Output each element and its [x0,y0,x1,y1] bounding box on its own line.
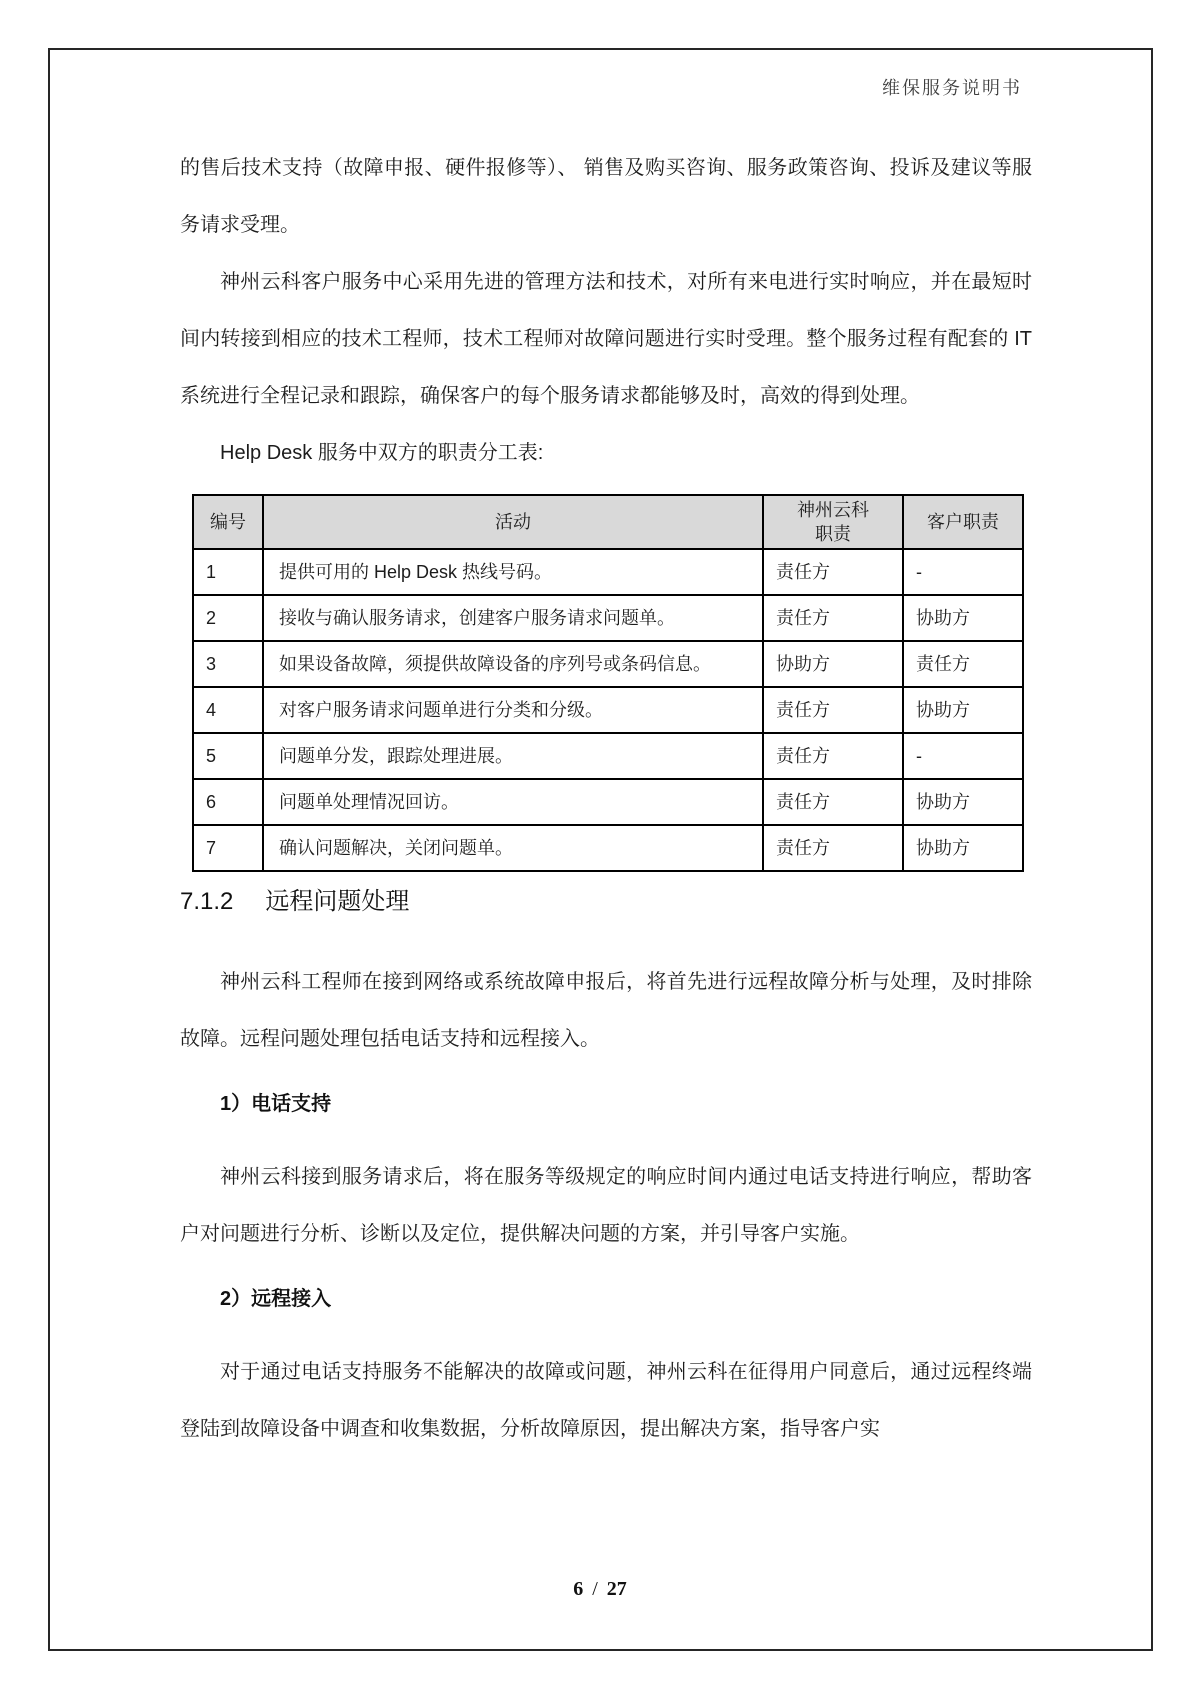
footer-current-page: 6 [573,1578,584,1600]
section-heading-7-1-2 [180,882,1032,922]
column-header-dcc-role: 神州云科 职责 [763,495,903,549]
table-row [193,825,1023,871]
document-header [0,74,1022,100]
cell-customer-role: 协助方 [903,687,1023,733]
table-intro-line: Help Desk 服务中双方的职责分工表: [220,442,544,464]
table-row [193,733,1023,779]
cell-activity: 接收与确认服务请求，创建客户服务请求问题单。 [263,595,763,641]
cell-customer-role: - [903,549,1023,595]
cell-dcc-role: 责任方 [763,825,903,871]
section-title: 远程问题处理 [265,888,410,915]
paragraph-service-center: 神州云科客户服务中心采用先进的管理方法和技术，对所有来电进行实时响应，并在最短时间内转接到相应的技术工程师，技术工程师对故障问题进行实时受理。整个服务过程有配套的 IT 系统进行全程记录和跟踪，确保客户的每个服务请求都能够及时，高效的得到处理。 [180,271,1032,407]
page-footer [0,1578,1200,1601]
page-content [180,140,1032,1458]
table-row [193,595,1023,641]
cell-customer-role: 责任方 [903,641,1023,687]
paragraph-continuation: 的售后技术支持（故障申报、硬件报修等）、 销售及购买咨询、服务政策咨询、投诉及建议等服务请求受理。 [180,157,1032,236]
cell-customer-role: 协助方 [903,595,1023,641]
table-row [193,779,1023,825]
cell-number: 5 [193,733,263,779]
cell-customer-role: 协助方 [903,825,1023,871]
paragraph-remote-access: 对于通过电话支持服务不能解决的故障或问题，神州云科在征得用户同意后，通过远程终端登陆到故障设备中调查和收集数据，分析故障原因，提出解决方案，指导客户实 [180,1361,1032,1440]
table-row [193,549,1023,595]
cell-activity: 确认问题解决，关闭问题单。 [263,825,763,871]
helpdesk-responsibility-table [192,494,1024,872]
section-number: 7.1.2 [180,888,234,915]
cell-dcc-role: 责任方 [763,549,903,595]
subheading-remote-access: 2）远程接入 [220,1288,332,1310]
footer-total-pages: 27 [606,1578,627,1600]
cell-dcc-role: 责任方 [763,687,903,733]
cell-activity: 对客户服务请求问题单进行分类和分级。 [263,687,763,733]
paragraph-phone-support: 神州云科接到服务请求后，将在服务等级规定的响应时间内通过电话支持进行响应，帮助客户对问题进行分析、诊断以及定位，提供解决问题的方案，并引导客户实施。 [180,1166,1032,1245]
cell-dcc-role: 责任方 [763,779,903,825]
cell-number: 7 [193,825,263,871]
column-header-activity: 活动 [263,495,763,549]
cell-number: 3 [193,641,263,687]
cell-activity: 问题单分发，跟踪处理进展。 [263,733,763,779]
header-title: 维保服务说明书 [882,78,1022,98]
paragraph-remote-handling: 神州云科工程师在接到网络或系统故障申报后，将首先进行远程故障分析与处理，及时排除故障。远程问题处理包括电话支持和远程接入。 [180,971,1032,1050]
cell-activity: 如果设备故障，须提供故障设备的序列号或条码信息。 [263,641,763,687]
column-header-number: 编号 [193,495,263,549]
cell-number: 2 [193,595,263,641]
cell-dcc-role: 协助方 [763,641,903,687]
cell-customer-role: 协助方 [903,779,1023,825]
table-header-row [193,495,1023,549]
footer-separator: / [592,1578,598,1600]
cell-activity: 问题单处理情况回访。 [263,779,763,825]
cell-dcc-role: 责任方 [763,733,903,779]
cell-number: 6 [193,779,263,825]
cell-activity: 提供可用的 Help Desk 热线号码。 [263,549,763,595]
cell-dcc-role: 责任方 [763,595,903,641]
table-row [193,687,1023,733]
column-header-customer-role: 客户职责 [903,495,1023,549]
cell-customer-role: - [903,733,1023,779]
subheading-phone-support: 1）电话支持 [220,1093,332,1115]
cell-number: 4 [193,687,263,733]
table-row [193,641,1023,687]
cell-number: 1 [193,549,263,595]
